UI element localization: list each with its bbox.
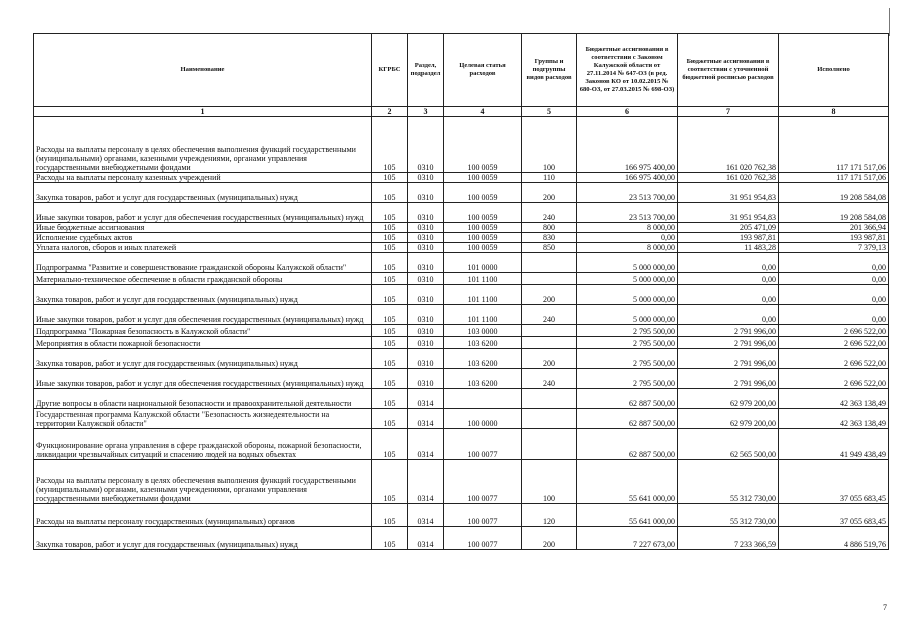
row-target: 101 1100 [444,305,522,325]
header-razdel: Раздел, подраздел [408,34,444,107]
row-kgrbs: 105 [372,409,408,429]
row-value-col6: 5 000 000,00 [577,285,678,305]
row-kgrbs: 105 [372,369,408,389]
row-kgrbs: 105 [372,349,408,369]
row-target: 100 0059 [444,203,522,223]
row-kgrbs: 105 [372,183,408,203]
row-name: Закупка товаров, работ и услуг для государственных (муниципальных) нужд [34,285,372,305]
row-target: 100 0077 [444,504,522,527]
row-razdel: 0310 [408,203,444,223]
row-razdel: 0314 [408,409,444,429]
column-number: 1 [34,107,372,117]
row-value-col6: 2 795 500,00 [577,325,678,337]
table-row [34,369,889,389]
table-row [34,243,889,253]
row-name: Расходы на выплаты персоналу государственных (муниципальных) органов [34,504,372,527]
table-row [34,504,889,527]
row-value-col6: 5 000 000,00 [577,305,678,325]
table-row [34,117,889,173]
row-target: 100 0077 [444,429,522,460]
row-value-col7: 0,00 [678,253,779,273]
header-col8: Исполнено [779,34,889,107]
row-vid: 120 [522,504,577,527]
row-vid [522,389,577,409]
column-number: 7 [678,107,779,117]
row-target: 103 6200 [444,349,522,369]
row-value-col7: 0,00 [678,285,779,305]
row-kgrbs: 105 [372,460,408,504]
row-vid: 200 [522,285,577,305]
column-number: 2 [372,107,408,117]
row-value-col8: 0,00 [779,273,889,285]
row-value-col6: 2 795 500,00 [577,369,678,389]
row-value-col8: 41 949 438,49 [779,429,889,460]
row-razdel: 0310 [408,117,444,173]
row-vid: 200 [522,183,577,203]
row-value-col7: 205 471,09 [678,223,779,233]
row-value-col6: 8 000,00 [577,223,678,233]
table-row [34,203,889,223]
row-vid [522,409,577,429]
row-razdel: 0314 [408,460,444,504]
row-vid [522,337,577,349]
row-value-col6: 166 975 400,00 [577,117,678,173]
row-name: Подпрограмма "Развитие и совершенствование гражданской обороны Калужской области" [34,253,372,273]
row-vid: 830 [522,233,577,243]
row-razdel: 0310 [408,337,444,349]
row-kgrbs: 105 [372,305,408,325]
budget-table [33,33,889,550]
row-value-col7: 31 951 954,83 [678,203,779,223]
row-value-col8: 2 696 522,00 [779,337,889,349]
table-row [34,273,889,285]
row-name: Закупка товаров, работ и услуг для государственных (муниципальных) нужд [34,183,372,203]
table-row [34,173,889,183]
row-razdel: 0314 [408,389,444,409]
row-kgrbs: 105 [372,243,408,253]
row-name: Другие вопросы в области национальной безопасности и правоохранительной деятельности [34,389,372,409]
row-target: 100 0059 [444,233,522,243]
row-target: 100 0059 [444,223,522,233]
row-value-col7: 62 565 500,00 [678,429,779,460]
row-name: Государственная программа Калужской области "Безопасность жизнедеятельности на территории Калужской области" [34,409,372,429]
column-number: 6 [577,107,678,117]
row-target: 100 0077 [444,527,522,550]
row-value-col7: 55 312 730,00 [678,460,779,504]
table-row [34,233,889,243]
row-value-col7: 7 233 366,59 [678,527,779,550]
table-row [34,253,889,273]
row-name: Расходы на выплаты персоналу казенных учреждений [34,173,372,183]
row-razdel: 0310 [408,223,444,233]
document-sheet [33,33,888,550]
page-number: 7 [883,603,887,612]
row-vid [522,325,577,337]
row-value-col7: 0,00 [678,273,779,285]
row-kgrbs: 105 [372,325,408,337]
row-value-col7: 62 979 200,00 [678,389,779,409]
row-value-col7: 2 791 996,00 [678,337,779,349]
row-kgrbs: 105 [372,117,408,173]
row-target: 100 0059 [444,173,522,183]
row-value-col8: 7 379,13 [779,243,889,253]
row-razdel: 0310 [408,325,444,337]
row-value-col7: 2 791 996,00 [678,349,779,369]
header-kgrbs: КГРБС [372,34,408,107]
row-razdel: 0314 [408,504,444,527]
row-value-col8: 4 886 519,76 [779,527,889,550]
row-vid: 200 [522,527,577,550]
table-row [34,325,889,337]
row-target: 103 0000 [444,325,522,337]
row-target: 101 1100 [444,285,522,305]
row-razdel: 0314 [408,429,444,460]
row-value-col7: 11 483,28 [678,243,779,253]
row-vid: 240 [522,305,577,325]
row-kgrbs: 105 [372,337,408,349]
row-value-col8: 19 208 584,08 [779,183,889,203]
row-name: Расходы на выплаты персоналу в целях обеспечения выполнения функций государственными (муниципальными) органами, казенными учреждениями, органами управления государственными внебюджетными фондами [34,117,372,173]
row-razdel: 0310 [408,285,444,305]
row-name: Функционирование органа управления в сфере гражданской обороны, пожарной безопасности, ликвидации чрезвычайных ситуаций и спасению людей на водных объектах [34,429,372,460]
row-kgrbs: 105 [372,203,408,223]
row-value-col8: 42 363 138,49 [779,389,889,409]
row-name: Иные закупки товаров, работ и услуг для обеспечения государственных (муниципальных) нужд [34,369,372,389]
row-target: 103 6200 [444,369,522,389]
row-kgrbs: 105 [372,273,408,285]
row-value-col8: 2 696 522,00 [779,349,889,369]
row-razdel: 0310 [408,349,444,369]
column-number: 5 [522,107,577,117]
row-value-col8: 0,00 [779,253,889,273]
row-value-col6: 62 887 500,00 [577,429,678,460]
row-value-col6: 0,00 [577,233,678,243]
row-vid: 240 [522,369,577,389]
row-value-col7: 2 791 996,00 [678,325,779,337]
row-vid: 240 [522,203,577,223]
column-number: 8 [779,107,889,117]
row-razdel: 0310 [408,253,444,273]
row-target: 100 0059 [444,243,522,253]
row-razdel: 0310 [408,183,444,203]
table-row [34,429,889,460]
row-name: Подпрограмма "Пожарная безопасность в Калужской области" [34,325,372,337]
row-name: Иные бюджетные ассигнования [34,223,372,233]
row-value-col8: 2 696 522,00 [779,325,889,337]
row-vid: 850 [522,243,577,253]
row-name: Иные закупки товаров, работ и услуг для обеспечения государственных (муниципальных) нужд [34,305,372,325]
row-value-col6: 2 795 500,00 [577,349,678,369]
table-row [34,460,889,504]
row-razdel: 0314 [408,527,444,550]
row-value-col8: 117 171 517,06 [779,173,889,183]
row-value-col7: 0,00 [678,305,779,325]
row-kgrbs: 105 [372,429,408,460]
row-name: Исполнение судебных актов [34,233,372,243]
row-value-col6: 62 887 500,00 [577,389,678,409]
row-value-col8: 37 055 683,45 [779,460,889,504]
row-vid [522,273,577,285]
row-value-col6: 5 000 000,00 [577,273,678,285]
row-value-col7: 161 020 762,38 [678,117,779,173]
row-value-col7: 2 791 996,00 [678,369,779,389]
row-target: 100 0077 [444,460,522,504]
row-value-col6: 23 513 700,00 [577,183,678,203]
row-name: Мероприятия в области пожарной безопасности [34,337,372,349]
row-target: 103 6200 [444,337,522,349]
row-razdel: 0310 [408,273,444,285]
row-vid [522,253,577,273]
row-vid: 110 [522,173,577,183]
row-target: 100 0000 [444,409,522,429]
row-value-col6: 5 000 000,00 [577,253,678,273]
row-kgrbs: 105 [372,285,408,305]
row-kgrbs: 105 [372,389,408,409]
row-value-col8: 193 987,81 [779,233,889,243]
row-razdel: 0310 [408,369,444,389]
row-target [444,389,522,409]
row-razdel: 0310 [408,233,444,243]
row-vid: 800 [522,223,577,233]
row-value-col6: 55 641 000,00 [577,460,678,504]
column-number: 4 [444,107,522,117]
table-row [34,409,889,429]
row-value-col6: 166 975 400,00 [577,173,678,183]
header-vid: Группы и подгруппы видов расходов [522,34,577,107]
row-target: 101 1100 [444,273,522,285]
row-razdel: 0310 [408,173,444,183]
row-name: Расходы на выплаты персоналу в целях обеспечения выполнения функций государственными (муниципальными) органами, казенными учреждениями, органами управления государственными внебюджетными фондами [34,460,372,504]
row-value-col8: 201 366,94 [779,223,889,233]
header-col7: Бюджетные ассигнования в соответствии с уточненной бюджетной росписью расходов [678,34,779,107]
row-value-col8: 19 208 584,08 [779,203,889,223]
row-value-col8: 0,00 [779,285,889,305]
row-value-col8: 37 055 683,45 [779,504,889,527]
row-target: 101 0000 [444,253,522,273]
row-value-col8: 0,00 [779,305,889,325]
table-row [34,527,889,550]
row-target: 100 0059 [444,117,522,173]
row-value-col8: 42 363 138,49 [779,409,889,429]
row-value-col7: 55 312 730,00 [678,504,779,527]
row-value-col6: 8 000,00 [577,243,678,253]
row-kgrbs: 105 [372,527,408,550]
row-kgrbs: 105 [372,173,408,183]
table-row [34,305,889,325]
row-razdel: 0310 [408,243,444,253]
header-col6: Бюджетные ассигнования в соответствии с Законом Калужской области от 27.11.2014 № 647-ОЗ (в ред. Законов КО от 10.02.2015 № 680-ОЗ, от 27.03.2015 № 698-ОЗ) [577,34,678,107]
row-kgrbs: 105 [372,233,408,243]
row-name: Материально-техническое обеспечение в области гражданской обороны [34,273,372,285]
row-target: 100 0059 [444,183,522,203]
column-numbers-row [34,107,889,117]
row-vid: 100 [522,460,577,504]
table-row [34,183,889,203]
row-name: Иные закупки товаров, работ и услуг для обеспечения государственных (муниципальных) нужд [34,203,372,223]
row-value-col8: 117 171 517,06 [779,117,889,173]
column-number: 3 [408,107,444,117]
row-value-col7: 161 020 762,38 [678,173,779,183]
row-vid [522,429,577,460]
row-name: Закупка товаров, работ и услуг для государственных (муниципальных) нужд [34,527,372,550]
row-value-col6: 62 887 500,00 [577,409,678,429]
row-value-col6: 7 227 673,00 [577,527,678,550]
header-row [34,34,889,107]
row-kgrbs: 105 [372,504,408,527]
row-razdel: 0310 [408,305,444,325]
row-vid: 200 [522,349,577,369]
header-name: Наименование [34,34,372,107]
row-value-col6: 55 641 000,00 [577,504,678,527]
row-value-col7: 31 951 954,83 [678,183,779,203]
row-kgrbs: 105 [372,253,408,273]
header-target: Целевая статья расходов [444,34,522,107]
row-value-col7: 62 979 200,00 [678,409,779,429]
row-name: Закупка товаров, работ и услуг для государственных (муниципальных) нужд [34,349,372,369]
table-row [34,389,889,409]
row-value-col8: 2 696 522,00 [779,369,889,389]
table-row [34,223,889,233]
row-value-col7: 193 987,81 [678,233,779,243]
table-row [34,337,889,349]
row-value-col6: 23 513 700,00 [577,203,678,223]
row-name: Уплата налогов, сборов и иных платежей [34,243,372,253]
row-value-col6: 2 795 500,00 [577,337,678,349]
margin-mark [889,8,890,36]
table-row [34,349,889,369]
table-row [34,285,889,305]
row-kgrbs: 105 [372,223,408,233]
row-vid: 100 [522,117,577,173]
